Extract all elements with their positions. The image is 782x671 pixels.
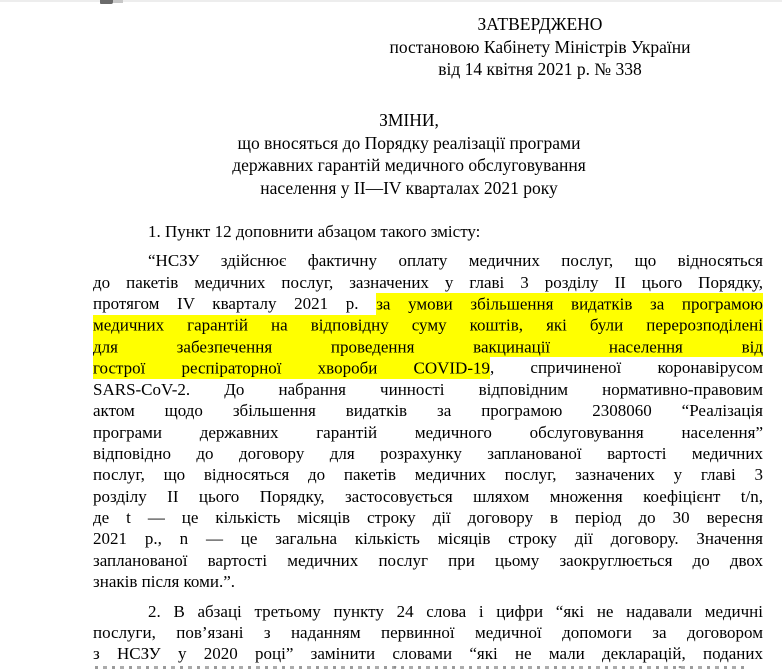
text-line	[93, 571, 763, 592]
title-line: ЗМІНИ,	[379, 110, 439, 130]
approval-line: від 14 квітня 2021 р. № 338	[438, 59, 642, 79]
text-segment: до пакетів медичних послуг, зазначених у главі 3 розділу II цього Порядку,	[93, 272, 763, 292]
title-line: що вносяться до Порядку реалізації програми	[237, 132, 581, 153]
text-segment: 2021 р., n — це загальна кількість місяців строку дії договору. Значення	[93, 529, 763, 549]
document-title	[93, 109, 725, 199]
document-body	[93, 221, 763, 665]
text-segment: програми державних гарантій медичного обслуговування населення”	[93, 422, 763, 442]
title-line: державних гарантій медичного обслуговування	[232, 155, 586, 175]
text-line	[93, 250, 763, 271]
text-line	[93, 315, 763, 336]
text-line	[93, 336, 763, 357]
text-line	[93, 464, 763, 485]
text-segment: 2. В абзаці третьому пункту 24 слова і цифри “які не надавали медичні	[148, 601, 763, 621]
text-line	[93, 400, 763, 421]
text-line	[93, 550, 763, 571]
highlighted-text-segment: медичних гарантій на відповідну суму коштів, які були перерозподілені	[93, 315, 763, 336]
text-line	[93, 486, 763, 507]
text-segment: протягом IV кварталу 2021 р.	[93, 294, 377, 314]
approval-line: ЗАТВЕРДЖЕНО	[477, 14, 603, 34]
text-segment: розділу II цього Порядку, застосовується шляхом множення коефіцієнт t/n,	[93, 486, 763, 506]
text-line	[93, 293, 763, 314]
text-line	[93, 443, 763, 464]
text-segment: відповідно до договору для розрахунку запланованої вартості медичних	[93, 443, 763, 463]
paragraph-point-1-inserted-text	[93, 250, 763, 592]
highlighted-text-segment: за умови збільшення видатків за програмою	[376, 293, 763, 314]
text-line	[93, 622, 763, 643]
text-line	[93, 221, 763, 242]
text-line	[93, 272, 763, 293]
approval-line: постановою Кабінету Міністрів України	[389, 36, 691, 57]
highlighted-text-segment: гострої респіраторної хвороби COVID-19	[93, 357, 490, 378]
text-segment: , спричиненої коронавірусом	[490, 358, 763, 378]
title-line: населення у II—IV кварталах 2021 року	[260, 177, 558, 198]
text-segment: де t — це кількість місяців строку дії договору в період до 30 вересня	[93, 508, 763, 528]
cropped-ui-fragment	[100, 0, 113, 4]
text-segment: послуги, пов’язані з наданням первинної медичної допомоги за договором	[93, 623, 763, 643]
text-segment: 1. Пункт 12 доповнити абзацом такого змісту:	[148, 222, 481, 241]
text-segment: послуг, що відносяться до пакетів медичних послуг, зазначених у главі 3	[93, 465, 763, 485]
cropped-ui-fragment-light	[113, 0, 123, 3]
text-segment: з НСЗУ у 2020 році” замінити словами “які не мали декларацій, поданих	[93, 644, 763, 664]
text-segment: знаків після коми.”.	[93, 572, 236, 592]
paragraph-point-2	[93, 601, 763, 665]
paragraph-point-1-intro	[93, 221, 763, 242]
text-line	[93, 528, 763, 549]
text-segment: актом щодо збільшення видатків за програмою 2308060 “Реалізація	[93, 401, 763, 421]
text-line	[93, 357, 763, 378]
text-line	[93, 643, 763, 664]
highlighted-text-segment: для забезпечення проведення вакцинації населення від	[93, 336, 763, 357]
approval-block	[350, 13, 730, 81]
text-line	[93, 422, 763, 443]
text-segment: SARS-CoV-2. До набрання чинності відповідним нормативно-правовим	[93, 379, 763, 399]
text-line	[93, 601, 763, 622]
text-line	[93, 379, 763, 400]
text-segment: “НСЗУ здійснює фактичну оплату медичних послуг, що відносяться	[148, 251, 763, 271]
text-line	[93, 507, 763, 528]
cut-off-text-line	[95, 666, 745, 669]
text-segment: запланованої вартості медичних послуг при цьому заокруглюється до двох	[93, 550, 763, 570]
